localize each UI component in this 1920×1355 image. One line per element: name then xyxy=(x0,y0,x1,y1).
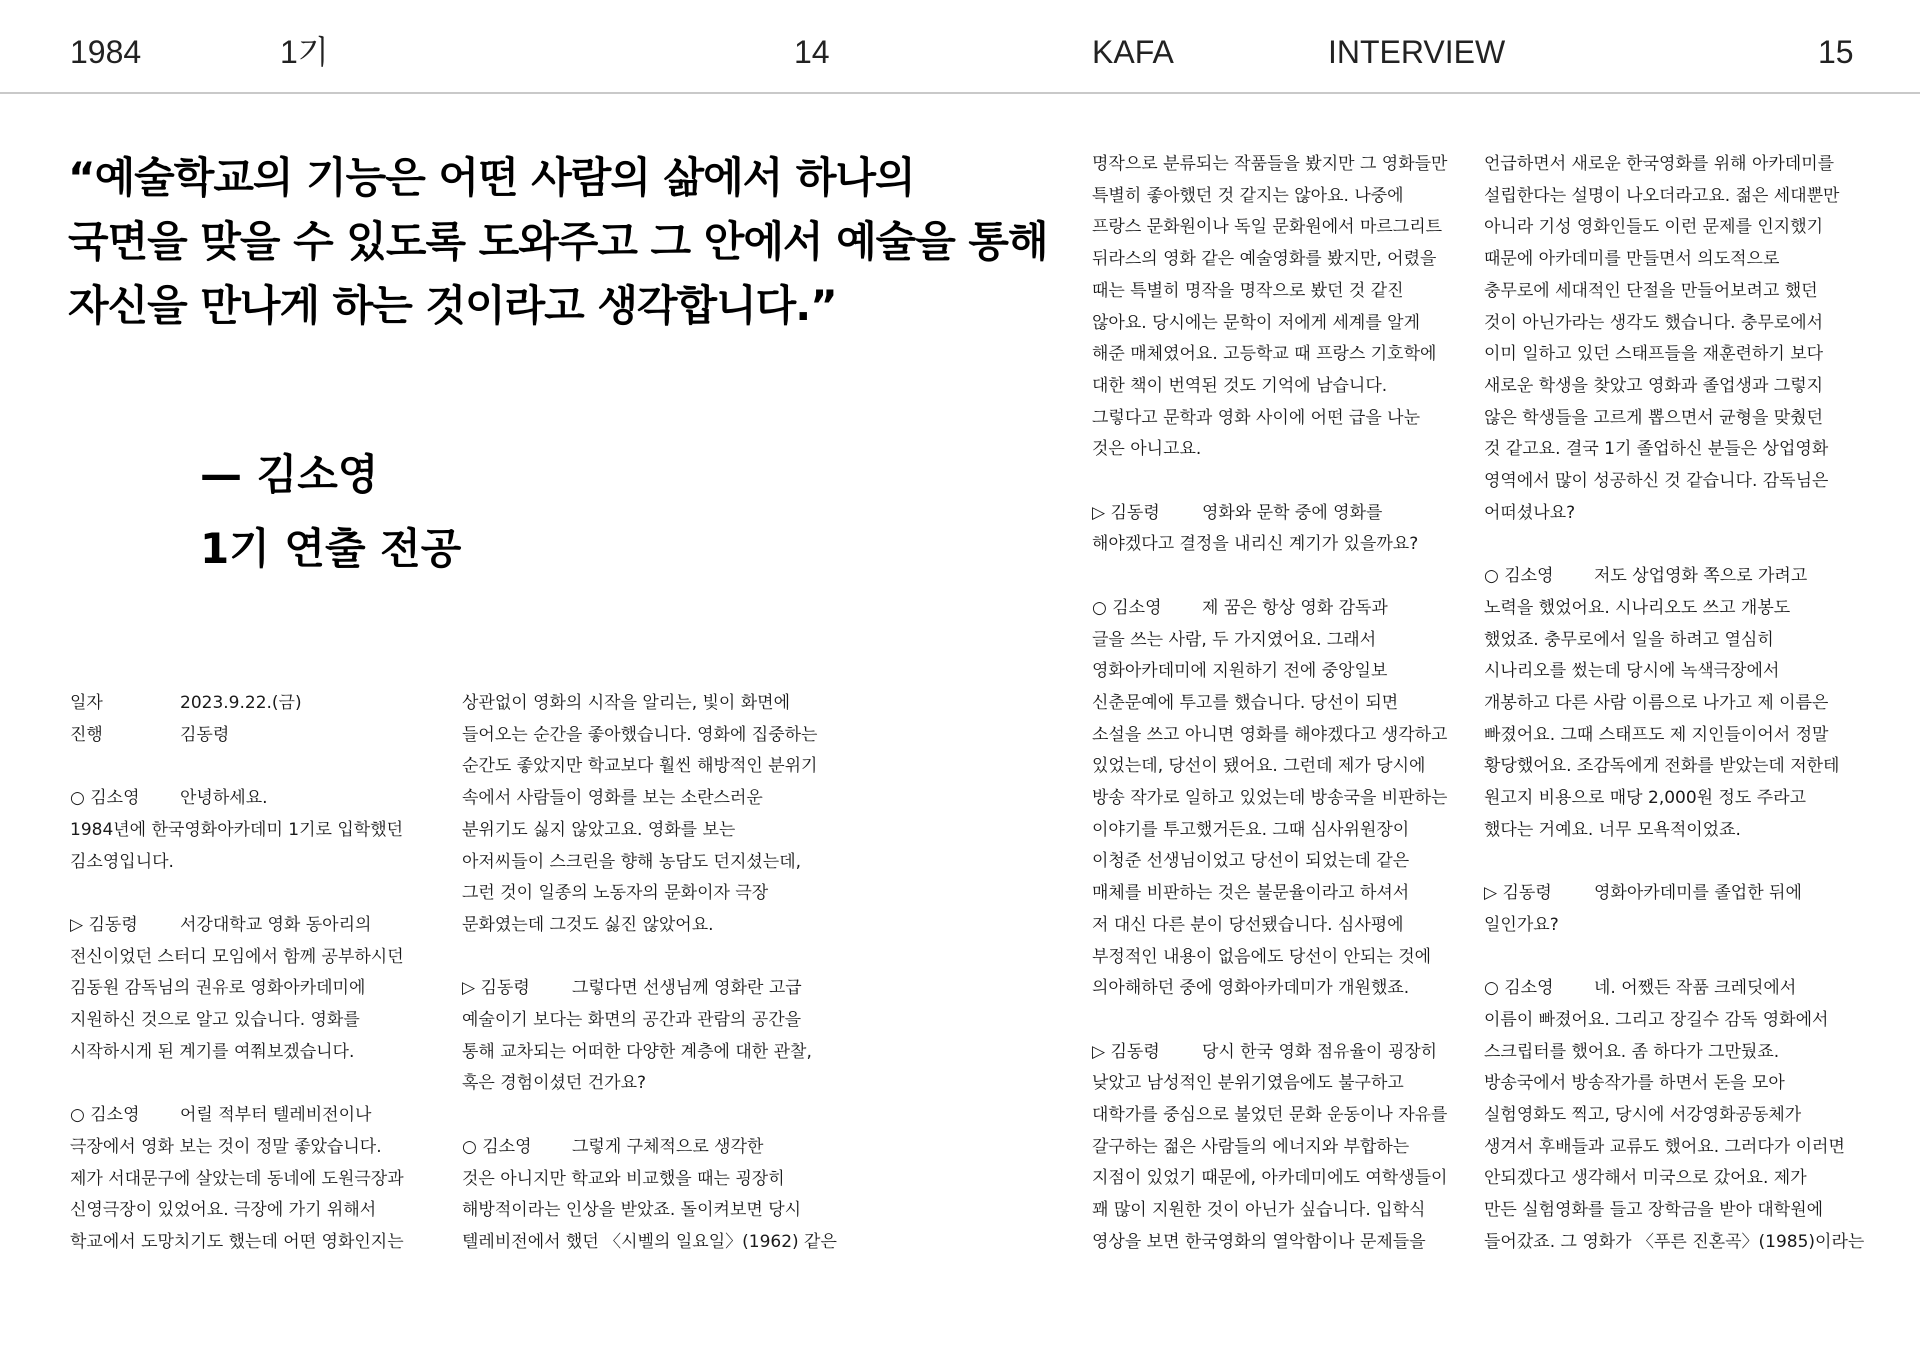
line-text: 영역에서 많이 성공하신 것 같습니다. 감독님은 xyxy=(1484,471,1829,492)
paragraph-line xyxy=(1092,815,1492,847)
line-text: 낮았고 남성적인 분위기였음에도 불구하고 xyxy=(1092,1073,1404,1094)
paragraph-line xyxy=(70,1005,470,1037)
line-text: 대학가를 중심으로 불었던 문화 운동이나 자유를 xyxy=(1092,1105,1448,1126)
paragraph-line xyxy=(1092,688,1492,720)
line-text: 어떠셨나요? xyxy=(1484,502,1576,523)
paragraph-line xyxy=(70,1132,470,1164)
paragraph-line xyxy=(462,910,862,942)
line-text: 영상을 보면 한국영화의 열악함이나 문제들을 xyxy=(1092,1231,1426,1252)
speaker-label: ○ 김소영 xyxy=(70,1105,140,1126)
paragraph-line xyxy=(70,1164,470,1196)
paragraph-line xyxy=(70,783,470,815)
paragraph-line xyxy=(462,1005,862,1037)
line-text: 저도 상업영화 쪽으로 가려고 xyxy=(1594,566,1808,587)
paragraph-line xyxy=(1092,625,1492,657)
line-text: 혹은 경험이셨던 건가요? xyxy=(462,1073,647,1094)
paragraph-line xyxy=(1484,339,1884,371)
header-page-right: 15 xyxy=(1818,34,1854,70)
line-text: 들어갔죠. 그 영화가 〈푸른 진혼곡〉(1985)이라는 xyxy=(1484,1231,1865,1252)
line-text: 제가 서대문구에 살았는데 동네에 도원극장과 xyxy=(70,1168,404,1189)
line-text: 안녕하세요. xyxy=(180,788,268,809)
paragraph-line xyxy=(1484,244,1884,276)
paragraph-line xyxy=(1092,1195,1492,1227)
meta-date-value: 2023.9.22.(금) xyxy=(180,693,302,713)
text-column-4 xyxy=(1484,149,1884,1259)
line-text: 것 같고요. 결국 1기 졸업하신 분들은 상업영화 xyxy=(1484,439,1829,460)
header-brand: KAFA xyxy=(1092,34,1174,70)
paragraph-line xyxy=(1484,1163,1884,1195)
paragraph-line xyxy=(1092,1037,1492,1069)
line-text: 때는 특별히 명작을 명작으로 봤던 것 같진 xyxy=(1092,280,1404,301)
paragraph-line xyxy=(462,783,862,815)
line-text: 실험영화도 찍고, 당시에 서강영화공동체가 xyxy=(1484,1105,1802,1126)
header-page-left: 14 xyxy=(794,34,830,70)
paragraph-line xyxy=(1484,371,1884,403)
header-year: 1984 xyxy=(70,34,142,70)
column-body xyxy=(1484,149,1884,1259)
line-text: 영화아카데미에 지원하기 전에 중앙일보 xyxy=(1092,661,1388,682)
line-text: 스크립터를 했어요. 좀 하다가 그만뒀죠. xyxy=(1484,1041,1780,1062)
line-text: 일인가요? xyxy=(1484,914,1559,935)
line-text: 텔레비전에서 했던 〈시벨의 일요일〉(1962) 같은 xyxy=(462,1231,837,1252)
pull-quote-line: 국면을 맞을 수 있도록 도와주고 그 안에서 예술을 통해 xyxy=(68,217,1048,266)
attribution-role: 1기 연출 전공 xyxy=(200,524,462,573)
pull-quote-line: “예술학교의 기능은 어떤 사람의 삶에서 하나의 xyxy=(68,153,915,202)
line-text: 것이 아닌가라는 생각도 했습니다. 충무로에서 xyxy=(1484,312,1824,333)
paragraph-line xyxy=(1092,910,1492,942)
line-text: 제 꿈은 항상 영화 감독과 xyxy=(1202,597,1388,618)
line-text: 지점이 있었기 때문에, 아카데미에도 여학생들이 xyxy=(1092,1168,1448,1189)
line-text: 영화아카데미를 졸업한 뒤에 xyxy=(1594,883,1802,904)
line-text: 부정적인 내용이 없음에도 당선이 안되는 것에 xyxy=(1092,946,1432,967)
line-text: 서강대학교 영화 동아리의 xyxy=(180,914,372,935)
line-text: 문화였는데 그것도 싫진 않았어요. xyxy=(462,914,714,935)
line-text: 1984년에 한국영화아카데미 1기로 입학했던 xyxy=(70,819,404,840)
paragraph-line xyxy=(1092,308,1492,340)
paragraph-line xyxy=(70,1227,470,1259)
line-text: 충무로에 세대적인 단절을 만들어보려고 했던 xyxy=(1484,280,1818,301)
line-text: 시작하시게 된 계기를 여쭤보겠습니다. xyxy=(70,1041,355,1062)
paragraph-line xyxy=(1092,1100,1492,1132)
line-text: 명작으로 분류되는 작품들을 봤지만 그 영화들만 xyxy=(1092,154,1448,174)
line-text: 새로운 학생을 찾았고 영화과 졸업생과 그렇지 xyxy=(1484,375,1824,396)
paragraph-line xyxy=(1092,1227,1492,1259)
line-text: 해방적이라는 인상을 받았죠. 돌이켜보면 당시 xyxy=(462,1200,802,1221)
line-text: 당시 한국 영화 점유율이 굉장히 xyxy=(1202,1041,1438,1062)
paragraph-line xyxy=(1484,1037,1884,1069)
paragraph-line xyxy=(1092,181,1492,213)
line-text: 순간도 좋았지만 학교보다 훨씬 해방적인 분위기 xyxy=(462,756,818,777)
paragraph-line xyxy=(462,1195,862,1227)
header-section: INTERVIEW xyxy=(1328,34,1506,70)
paragraph-line xyxy=(1484,403,1884,435)
paragraph-line xyxy=(1484,720,1884,752)
meta-date xyxy=(70,688,470,720)
line-text: 해야겠다고 결정을 내리신 계기가 있을까요? xyxy=(1092,534,1419,555)
paragraph-line xyxy=(70,1037,470,1069)
line-text: 아니라 기성 영화인들도 이런 문제를 인지했기 xyxy=(1484,217,1824,238)
line-text: 글을 쓰는 사람, 두 가지였어요. 그래서 xyxy=(1092,629,1377,650)
line-text: 아저씨들이 스크린을 향해 농담도 던지셨는데, xyxy=(462,851,802,872)
paragraph-line xyxy=(70,815,470,847)
header-cohort: 1기 xyxy=(280,34,329,70)
line-text: 프랑스 문화원이나 독일 문화원에서 마르그리트 xyxy=(1092,217,1443,238)
line-text: 생겨서 후배들과 교류도 했어요. 그러다가 이러면 xyxy=(1484,1136,1845,1157)
paragraph-line xyxy=(1092,1132,1492,1164)
paragraph-line xyxy=(1484,878,1884,910)
line-text: 갈구하는 젊은 사람들의 에너지와 부합하는 xyxy=(1092,1136,1410,1157)
line-text: 대한 책이 번역된 것도 기억에 남습니다. xyxy=(1092,375,1388,396)
line-text: 극장에서 영화 보는 것이 정말 좋았습니다. xyxy=(70,1136,382,1157)
line-text: 소설을 쓰고 아니면 영화를 해야겠다고 생각하고 xyxy=(1092,724,1448,745)
paragraph-line xyxy=(1484,688,1884,720)
speaker-label: ○ 김소영 xyxy=(70,788,140,809)
text-column-2 xyxy=(462,688,862,1259)
paragraph-line xyxy=(462,1227,862,1259)
paragraph-line xyxy=(1484,973,1884,1005)
paragraph-line xyxy=(1484,1005,1884,1037)
line-text: 상관없이 영화의 시작을 알리는, 빛이 화면에 xyxy=(462,693,791,713)
meta-host-label: 진행 xyxy=(70,724,103,745)
paragraph-line xyxy=(1092,434,1492,466)
paragraph-line xyxy=(462,878,862,910)
paragraph-line xyxy=(462,1164,862,1196)
speaker-label: ▷ 김동령 xyxy=(1092,502,1160,523)
line-text: 안되겠다고 생각해서 미국으로 갔어요. 제가 xyxy=(1484,1168,1807,1189)
line-text: 통해 교차되는 어떠한 다양한 계층에 대한 관찰, xyxy=(462,1041,812,1062)
attribution-name: — 김소영 xyxy=(200,450,379,499)
quote-attribution xyxy=(200,438,461,586)
pull-quote xyxy=(68,146,1048,338)
line-text: 특별히 좋아했던 것 같지는 않아요. 나중에 xyxy=(1092,185,1404,206)
speaker-label: ▷ 김동령 xyxy=(70,914,138,935)
line-text: 빠졌어요. 그때 스태프도 제 지인들이어서 정말 xyxy=(1484,724,1829,745)
paragraph-line xyxy=(462,815,862,847)
paragraph-line xyxy=(1484,181,1884,213)
paragraph-line xyxy=(1484,1195,1884,1227)
page-header xyxy=(0,0,1920,94)
paragraph-line xyxy=(1092,720,1492,752)
paragraph-line xyxy=(1092,878,1492,910)
paragraph-line xyxy=(1484,498,1884,530)
paragraph-line xyxy=(1092,339,1492,371)
paragraph-line xyxy=(1484,1227,1884,1259)
line-text: 그런 것이 일종의 노동자의 문화이자 극장 xyxy=(462,883,769,904)
line-text: 노력을 했었어요. 시나리오도 쓰고 개봉도 xyxy=(1484,597,1791,618)
paragraph-line xyxy=(462,1068,862,1100)
paragraph-line xyxy=(1484,149,1884,181)
paragraph-line xyxy=(462,720,862,752)
line-text: 있었는데, 당선이 됐어요. 그런데 제가 당시에 xyxy=(1092,756,1426,777)
paragraph-line xyxy=(462,1037,862,1069)
paragraph-line xyxy=(1092,149,1492,181)
paragraph-line xyxy=(1484,466,1884,498)
text-column-3 xyxy=(1092,149,1492,1259)
speaker-label: ▷ 김동령 xyxy=(1092,1041,1160,1062)
line-text: 어릴 적부터 텔레비전이나 xyxy=(180,1105,372,1126)
column-body xyxy=(1092,149,1492,1259)
speaker-label: ○ 김소영 xyxy=(1092,597,1162,618)
line-text: 것은 아니고요. xyxy=(1092,439,1202,460)
paragraph-line xyxy=(1484,276,1884,308)
column-body xyxy=(462,688,862,1259)
line-text: 만든 실험영화를 들고 장학금을 받아 대학원에 xyxy=(1484,1200,1824,1221)
line-text: 황당했어요. 조감독에게 전화를 받았는데 저한테 xyxy=(1484,756,1840,777)
paragraph-line xyxy=(1092,973,1492,1005)
speaker-label: ▷ 김동령 xyxy=(1484,883,1552,904)
speaker-label: ○ 김소영 xyxy=(1484,978,1554,999)
paragraph-line xyxy=(1092,1163,1492,1195)
line-text: 설립한다는 설명이 나오더라고요. 젊은 세대뿐만 xyxy=(1484,185,1840,206)
paragraph-line xyxy=(1092,656,1492,688)
line-text: 영화와 문학 중에 영화를 xyxy=(1202,502,1383,523)
speaker-label: ○ 김소영 xyxy=(462,1136,532,1157)
paragraph-line xyxy=(462,751,862,783)
paragraph-line xyxy=(462,1132,862,1164)
paragraph-line xyxy=(70,942,470,974)
line-text: 해준 매체였어요. 고등학교 때 프랑스 기호학에 xyxy=(1092,344,1437,365)
line-text: 속에서 사람들이 영화를 보는 소란스러운 xyxy=(462,788,763,809)
line-text: 않아요. 당시에는 문학이 저에게 세계를 알게 xyxy=(1092,312,1421,333)
paragraph-line xyxy=(462,847,862,879)
paragraph-line xyxy=(1484,1132,1884,1164)
paragraph-line xyxy=(1092,593,1492,625)
line-text: 이청준 선생님이었고 당선이 되었는데 같은 xyxy=(1092,851,1410,872)
line-text: 않은 학생들을 고르게 뽑으면서 균형을 맞췄던 xyxy=(1484,407,1824,428)
speaker-label: ▷ 김동령 xyxy=(462,978,530,999)
line-text: 시나리오를 썼는데 당시에 녹색극장에서 xyxy=(1484,661,1780,682)
paragraph-line xyxy=(1092,276,1492,308)
line-text: 저 대신 다른 분이 당선됐습니다. 심사평에 xyxy=(1092,914,1404,935)
paragraph-line xyxy=(462,973,862,1005)
line-text: 이야기를 투고했거든요. 그때 심사위원장이 xyxy=(1092,819,1410,840)
line-text: 전신이었던 스터디 모임에서 함께 공부하시던 xyxy=(70,946,404,967)
line-text: 때문에 아카데미를 만들면서 의도적으로 xyxy=(1484,249,1780,270)
column-body xyxy=(70,783,470,1259)
paragraph-line xyxy=(1484,625,1884,657)
line-text: 방송국에서 방송작가를 하면서 돈을 모아 xyxy=(1484,1073,1785,1094)
line-text: 매체를 비판하는 것은 불문율이라고 하셔서 xyxy=(1092,883,1410,904)
paragraph-line xyxy=(1092,212,1492,244)
speaker-label: ○ 김소영 xyxy=(1484,566,1554,587)
line-text: 지원하신 것으로 알고 있습니다. 영화를 xyxy=(70,1010,360,1030)
line-text: 방송 작가로 일하고 있었는데 방송국을 비판하는 xyxy=(1092,788,1448,809)
line-text: 그렇다면 선생님께 영화란 고급 xyxy=(572,978,802,999)
paragraph-line xyxy=(1484,656,1884,688)
line-text: 분위기도 싫지 않았고요. 영화를 보는 xyxy=(462,819,736,840)
line-text: 신춘문예에 투고를 했습니다. 당선이 되면 xyxy=(1092,692,1399,713)
paragraph-line xyxy=(1484,815,1884,847)
line-text: 개봉하고 다른 사람 이름으로 나가고 제 이름은 xyxy=(1484,692,1829,713)
paragraph-line xyxy=(1092,1068,1492,1100)
paragraph-line xyxy=(70,847,470,879)
line-text: 김소영입니다. xyxy=(70,851,174,872)
line-text: 했었죠. 충무로에서 일을 하려고 열심히 xyxy=(1484,629,1774,650)
text-column-1 xyxy=(70,688,470,1259)
line-text: 네. 어쨌든 작품 크레딧에서 xyxy=(1594,978,1797,999)
line-text: 그렇다고 문학과 영화 사이에 어떤 급을 나눈 xyxy=(1092,407,1421,428)
paragraph-line xyxy=(70,910,470,942)
meta-date-label: 일자 xyxy=(70,693,103,713)
pull-quote-line: 자신을 만나게 하는 것이라고 생각합니다.” xyxy=(68,281,837,330)
line-text: 신영극장이 있었어요. 극장에 가기 위해서 xyxy=(70,1200,377,1221)
line-text: 학교에서 도망치기도 했는데 어떤 영화인지는 xyxy=(70,1231,404,1252)
paragraph-line xyxy=(1484,783,1884,815)
paragraph-line xyxy=(1484,751,1884,783)
line-text: 들어오는 순간을 좋아했습니다. 영화에 집중하는 xyxy=(462,724,818,745)
meta-host xyxy=(70,720,470,752)
paragraph-line xyxy=(1092,846,1492,878)
line-text: 것은 아니지만 학교와 비교했을 때는 굉장히 xyxy=(462,1168,785,1189)
line-text: 언급하면서 새로운 한국영화를 위해 아카데미를 xyxy=(1484,154,1835,174)
paragraph-line xyxy=(462,688,862,720)
paragraph-line xyxy=(1092,244,1492,276)
line-text: 뒤라스의 영화 같은 예술영화를 봤지만, 어렸을 xyxy=(1092,249,1437,270)
line-text: 했다는 거예요. 너무 모욕적이었죠. xyxy=(1484,819,1741,840)
paragraph-line xyxy=(1092,783,1492,815)
line-text: 원고지 비용으로 매당 2,000원 정도 주라고 xyxy=(1484,788,1807,809)
paragraph-line xyxy=(1092,371,1492,403)
paragraph-line xyxy=(1092,498,1492,530)
line-text: 의아해하던 중에 영화아카데미가 개원했죠. xyxy=(1092,978,1410,999)
paragraph-line xyxy=(1484,561,1884,593)
paragraph-line xyxy=(1484,308,1884,340)
line-text: 그렇게 구체적으로 생각한 xyxy=(572,1136,764,1157)
paragraph-line xyxy=(1092,403,1492,435)
paragraph-line xyxy=(1092,751,1492,783)
paragraph-line xyxy=(1484,212,1884,244)
meta-host-value: 김동령 xyxy=(180,724,230,745)
paragraph-line xyxy=(70,1195,470,1227)
paragraph-line xyxy=(1484,434,1884,466)
paragraph-line xyxy=(1484,1068,1884,1100)
line-text: 김동원 감독님의 권유로 영화아카데미에 xyxy=(70,978,366,999)
paragraph-line xyxy=(70,973,470,1005)
line-text: 이름이 빠졌어요. 그리고 장길수 감독 영화에서 xyxy=(1484,1009,1829,1030)
paragraph-line xyxy=(1484,1100,1884,1132)
line-text: 꽤 많이 지원한 것이 아닌가 싶습니다. 입학식 xyxy=(1092,1200,1426,1221)
line-text: 이미 일하고 있던 스태프들을 재훈련하기 보다 xyxy=(1484,344,1824,365)
paragraph-line xyxy=(1484,593,1884,625)
paragraph-line xyxy=(1092,942,1492,974)
paragraph-line xyxy=(1484,910,1884,942)
line-text: 예술이기 보다는 화면의 공간과 관람의 공간을 xyxy=(462,1010,802,1031)
paragraph-line xyxy=(70,1100,470,1132)
paragraph-line xyxy=(1092,529,1492,561)
